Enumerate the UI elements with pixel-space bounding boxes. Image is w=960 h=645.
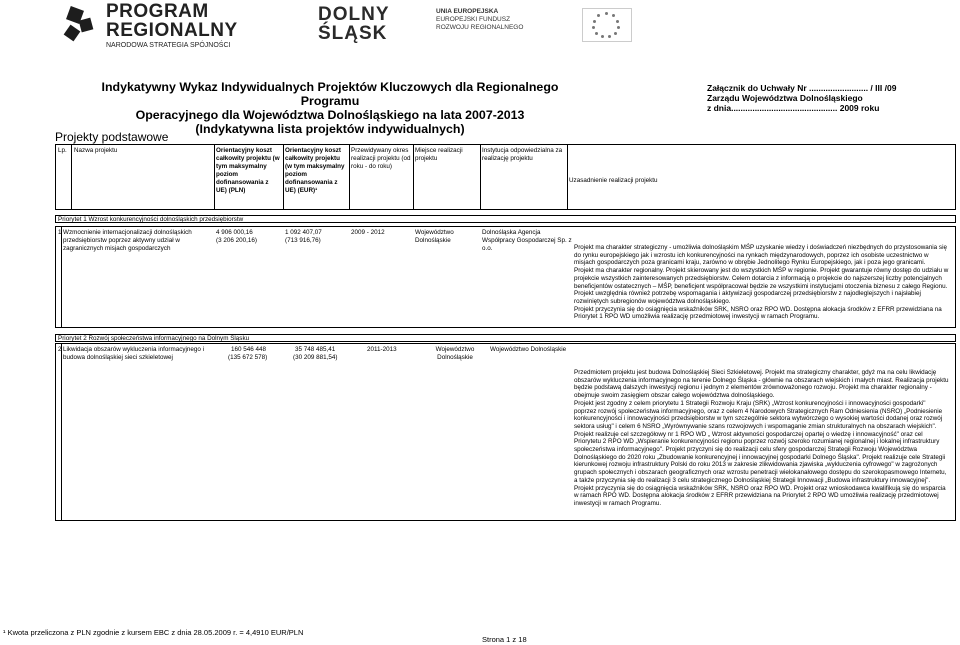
row2-lp: 2 (58, 346, 62, 353)
row1-place: Województwo Dolnośląskie (415, 229, 454, 245)
row2-cost-pln-eu: (135 672 578) (228, 354, 268, 361)
program-regionalny-mark-icon (60, 5, 100, 45)
header-name: Nazwa projektu (74, 147, 118, 154)
row1-cost-pln: 4 906 000,16 (216, 229, 253, 236)
ue-logo-line2: EUROPEJSKI FUNDUSZ (436, 16, 511, 23)
row2-institution: Województwo Dolnośląskie (490, 346, 567, 353)
row1-justification: Projekt ma charakter strategiczny - umożliwia dolnośląskim MŚP uzyskanie wiedzy i doświadczeń niezbędnych do przystosowania się do rynku europejskiego jak i wzrostu ich konkurencyjności na rynkach międzynarodowych, poprzez ich osobiste uczestnictwo w misjach gospodarczych poza granicami kraju, zarówno w obrębie Jednolitego Rynku Europejskiego, jak i poza jego granicami. Projekt ma charakter regionalny. Projekt skierowany jest do wszystkich MŚP w regionie. Projekt gwarantuje równy dostęp do udziału w projekcie wszystkich zainteresowanych przedsiębiorstw. Celem dotarcia z informacją o projekcie do najszerszej liczby potencjalnych beneficjentów ostatecznych – MŚP, beneficjent współpracował będzie ze wszystkimi instytucjami otoczenia biznesu z całego Regionu. Projekt uwzględnia również potrzebę wspomagania i aktywizacji gospodarczej przedsiębiorstw z najodleglejszych i najsłabiej rozwiniętych subregionów województwa dolnośląskiego. Projekt przyczynia się do osiągnięcia wskaźników SRK, NSRO oraz RPO WD. Dostępna alokacja środków z EFRR przewidziana na Priorytet 1 RPO WD umożliwia realizację przedmiotowej inwestycji w ramach Programu. (574, 244, 949, 321)
row1-cost-pln-eu: (3 206 200,16) (216, 237, 257, 244)
eu-flag-icon (582, 8, 632, 42)
eu-fund-logo-text (436, 8, 566, 44)
program-regionalny-logo (60, 0, 250, 49)
table-row-1 (55, 226, 956, 328)
header-cost-pln: Orientacyjny koszt całkowity projektu (w tym maksymalny poziom dofinansowania z UE) (PLN) (216, 147, 280, 195)
row2-justification: Przedmiotem projektu jest budowa Dolnośląskiej Sieci Szkieletowej. Projekt ma strategiczny charakter, gdyż ma na celu likwidację obszarów wykluczenia informacyjnego na terenie Dolnego Śląska - głównie na obszarach wiejskich i małych miast. Realizacja projektu będzie podstawą dalszych inwestycji regionu i jednym z elementów zrównoważonego rozwoju. Projekt ma charakter regionalny - obejmuje swoim zasięgiem obszar całego województwa dolnośląskiego. Projekt jest zgodny z celem priorytetu 1 Strategii Rozwoju Kraju (SRK) „Wzrost konkurencyjności i innowacyjności gospodarki" poprzez rozwój społeczeństwa informacyjnego, oraz z celem 4 Narodowych Strategicznych Ram Odniesienia (NSRO) „Podniesienie konkurencyjności i innowacyjności przedsiębiorstw w tym szczególnie sektora wytwórczego o wysokiej wartości dodanej oraz rozwój sektora usług" i celem 6 NSRO „Wyrównywanie szans rozwojowych i wspomaganie zmian strukturalnych na obszarach wiejskich". Projekt realizuje cel szczegółowy nr 1 RPO WD „ Wzrost aktywności gospodarczej opartej o wiedzę i innowacyjność" oraz cel Priorytetu 2 RPO WD „Wspieranie konkurencyjności regionu poprzez rozwój szeroko rozumianej regionalnej i lokalnej infrastruktury społeczeństwa informacyjnego". Projekt przyczyni się do realizacji celu sfery gospodarczej Strategii Rozwoju Województwa Dolnośląskiego do 2020 roku „Zbudowanie konkurencyjnej i innowacyjnej gospodarki Dolnego Śląska". Projekt realizuje cele Strategii kierunkowej rozwoju infrastruktury Polski do roku 2013 w zakresie zlikwidowania zjawiska „wykluczenia cyfrowego" w zagrożonych grupach społecznych i obszarach geograficznych oraz wzrostu penetracji wielokanałowego dostępu do szerokopasmowego Internetu, a także przyczynia się do realizacji 3 celu strategicznego Dolnośląskiej Strategii Innowacji „Budowa infrastruktury innowacyjnej". Projekt przyczynia się do osiągnięcia wskaźników SRK, NSRO oraz RPO WD. Projekt oraz wnioskodawca kwalifikują się do wsparcia w ramach RPO WD. Dostępna alokacja środków z EFRR przewidziana na Priorytet 2 RPO WD umożliwia realizację przedmiotowej inwestycji w ramach Programu. (574, 369, 949, 507)
header-institution: Instytucja odpowiedzialna za realizację projektu (482, 147, 563, 163)
annex-line3: z dnia............................................. 2009 roku (707, 103, 880, 113)
priority-1-label: Priorytet 1 Wzrost konkurencyjności dolnośląskich przedsiębiorstw (55, 215, 956, 223)
dolny-logo-line1: DOLNY (318, 4, 390, 25)
header-justification: Uzasadnienie realizacji projektu (569, 177, 658, 184)
row1-cost-eur-eu: (713 916,76) (285, 237, 321, 244)
row2-cost-pln: 160 546 448 (230, 346, 266, 353)
table-header (55, 144, 956, 210)
table-row-2 (55, 343, 956, 521)
annex-reference (707, 83, 907, 113)
row1-period: 2009 - 2012 (351, 229, 385, 236)
row1-cost-eur: 1 092 407,07 (285, 229, 322, 236)
header-place: Miejsce realizacji projektu (415, 147, 463, 163)
priority-2-label: Priorytet 2 Rozwój społeczeństwa informacyjnego na Dolnym Śląsku (55, 334, 956, 342)
dolny-slask-logo (318, 5, 398, 47)
page-number: Strona 1 z 18 (482, 635, 527, 644)
program-logo-line1: PROGRAM (106, 0, 209, 22)
title-line3: (Indykatywna lista projektów indywidualnych) (195, 122, 465, 136)
title-line2: Operacyjnego dla Województwa Dolnośląskiego na lata 2007-2013 (135, 108, 525, 122)
header-lp: Lp. (58, 147, 67, 154)
row2-place: Województwo Dolnośląskie (435, 346, 475, 362)
ue-logo-line1: UNIA EUROPEJSKA (436, 8, 499, 15)
document-title (80, 80, 580, 136)
program-logo-line2: REGIONALNY (106, 19, 238, 41)
annex-line2: Zarządu Województwa Dolnośląskiego (707, 93, 863, 103)
header-cost-eur: Orientacyjny koszt całkowity projektu (w tym maksymalny poziom dofinansowania z UE) (EUR)¹ (285, 147, 345, 195)
dolny-logo-line2: ŚLĄSK (318, 23, 388, 44)
row1-lp: 1 (58, 229, 62, 236)
row1-institution: Dolnośląska Agencja Współpracy Gospodarczej Sp. z o.o. (482, 229, 572, 253)
footnote: ¹ Kwota przeliczona z PLN zgodnie z kursem EBC z dnia 28.05.2009 r. = 4,4910 EUR/PLN (3, 628, 304, 637)
row2-name: Likwidacja obszarów wykluczenia informacyjnego i budowa dolnośląskiej sieci szkieletowej (63, 346, 205, 362)
title-line1: Indykatywny Wykaz Indywidualnych Projektów Kluczowych dla Regionalnego Programu (101, 80, 559, 108)
ue-logo-line3: ROZWOJU REGIONALNEGO (436, 24, 524, 31)
row2-period: 2011-2013 (367, 346, 397, 353)
row2-cost-eur: 35 748 485,41 (295, 346, 336, 353)
header-period: Przewidywany okres realizacji projektu (od roku - do roku) (351, 147, 411, 171)
program-logo-line3: NARODOWA STRATEGIA SPÓJNOŚCI (106, 41, 231, 49)
section-title: Projekty podstawowe (55, 130, 169, 144)
row1-name: Wzmocnienie internacjonalizacji dolnośląskich przedsiębiorstw poprzez aktywny udział w zagranicznych misjach gospodarczych (63, 229, 192, 253)
row2-cost-eur-eu: (30 209 881,54) (293, 354, 338, 361)
annex-line1: Załącznik do Uchwały Nr ......................... / III /09 (707, 83, 897, 93)
